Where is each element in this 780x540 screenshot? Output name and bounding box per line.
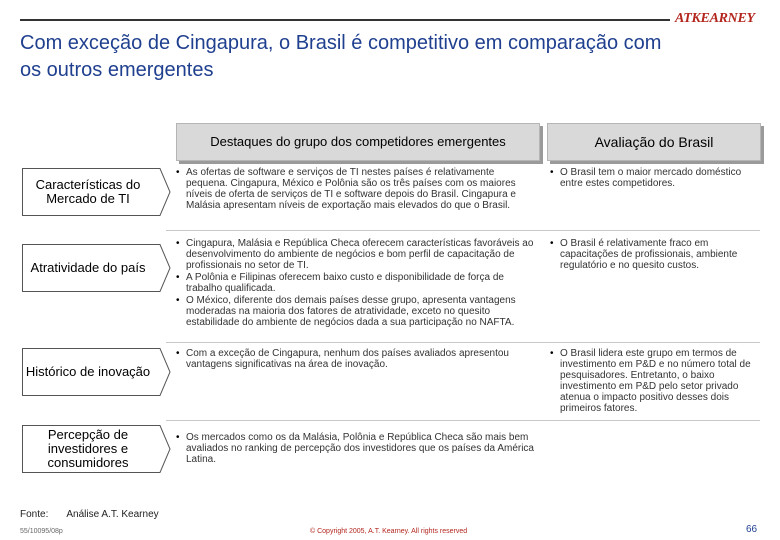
- page-number: 66: [746, 524, 758, 535]
- row-label-text: Características do Mercado de TI: [35, 177, 141, 206]
- column-header-highlights: [176, 123, 540, 161]
- assessment-innovation: [550, 348, 760, 415]
- row-label-innovation: [22, 348, 152, 396]
- column-header-assessment-label: Avaliação do Brasil: [594, 134, 714, 150]
- highlight-bullet: • As ofertas de software e serviços de TI nestes países é relativamente pequena. Cingapura, México e Polônia são os três países com os maiores níveis de oferta de serviços de TI e software depois do Brasil. Cingapura e Malásia apresentam níveis de exportação mais elevados do que o Brasil.: [176, 167, 538, 211]
- assessment-bullet: • O Brasil lidera este grupo em termos de investimento em P&D e no número total de pesquisadores. Entretanto, o baixo investimento em P&D pelo setor privado atenua o impacto positivo desses dois primeiros fatores.: [550, 348, 760, 414]
- assessment-attractiveness: [550, 238, 760, 272]
- row-label-perception: [22, 425, 152, 473]
- row-label-attractiveness: [22, 244, 152, 292]
- row-divider: [166, 230, 760, 231]
- source-value: Análise A.T. Kearney: [66, 509, 159, 520]
- copyright-notice: © Copyright 2005, A.T. Kearney. All rights reserved: [310, 528, 468, 535]
- highlight-bullet: • Os mercados como os da Malásia, Polônia e República Checa são mais bem avaliados no ranking de percepção dos investidores que os países da América Latina.: [176, 432, 550, 465]
- title-rule: [20, 19, 670, 21]
- column-header-assessment: [547, 123, 761, 161]
- document-code: 55/10095/08p: [20, 528, 63, 535]
- highlights-attractiveness: [176, 238, 540, 329]
- row-label-text: Atratividade do país: [30, 260, 146, 275]
- company-logo: ATKEARNEY: [675, 11, 755, 26]
- highlight-bullet: • Cingapura, Malásia e República Checa oferecem características favoráveis ao desenvolvimento do ambiente de negócios e bom perfil de capacitação de profissionais no setor de TI.: [176, 238, 540, 271]
- highlights-innovation: [176, 348, 540, 371]
- row-divider: [166, 342, 760, 343]
- assessment-bullet: • O Brasil tem o maior mercado doméstico entre estes competidores.: [550, 167, 760, 189]
- highlight-bullet: • A Polônia e Filipinas oferecem baixo custo e disponibilidade de força de trabalho qualificada.: [176, 272, 540, 294]
- row-divider: [166, 420, 760, 421]
- row-label-text: Histórico de inovação: [25, 364, 151, 379]
- assessment-bullet: • O Brasil é relativamente fraco em capacitações de profissionais, ambiente regulatório e no quesito custos.: [550, 238, 760, 271]
- page-title: Com exceção de Cingapura, o Brasil é competitivo em comparação com os outros emergentes: [20, 32, 662, 81]
- assessment-market: [550, 167, 760, 190]
- highlight-bullet: • O México, diferente dos demais países desse grupo, apresenta vantagens moderadas na maioria dos fatores de atratividade, exceto no quesito estabilidade do ambiente de negócios dada a sua participação no NAFTA.: [176, 295, 540, 328]
- highlight-bullet: • Com a exceção de Cingapura, nenhum dos países avaliados apresentou vantagens significativas na área de inovação.: [176, 348, 540, 370]
- highlights-market: [176, 167, 538, 212]
- row-label-market: [22, 168, 152, 216]
- source-note: [20, 509, 159, 520]
- highlights-perception: [176, 432, 550, 466]
- row-label-text: Percepção de investidores e consumidores: [47, 427, 129, 470]
- source-label: Fonte:: [20, 509, 49, 520]
- column-header-highlights-label: Destaques do grupo dos competidores emergentes: [210, 134, 506, 149]
